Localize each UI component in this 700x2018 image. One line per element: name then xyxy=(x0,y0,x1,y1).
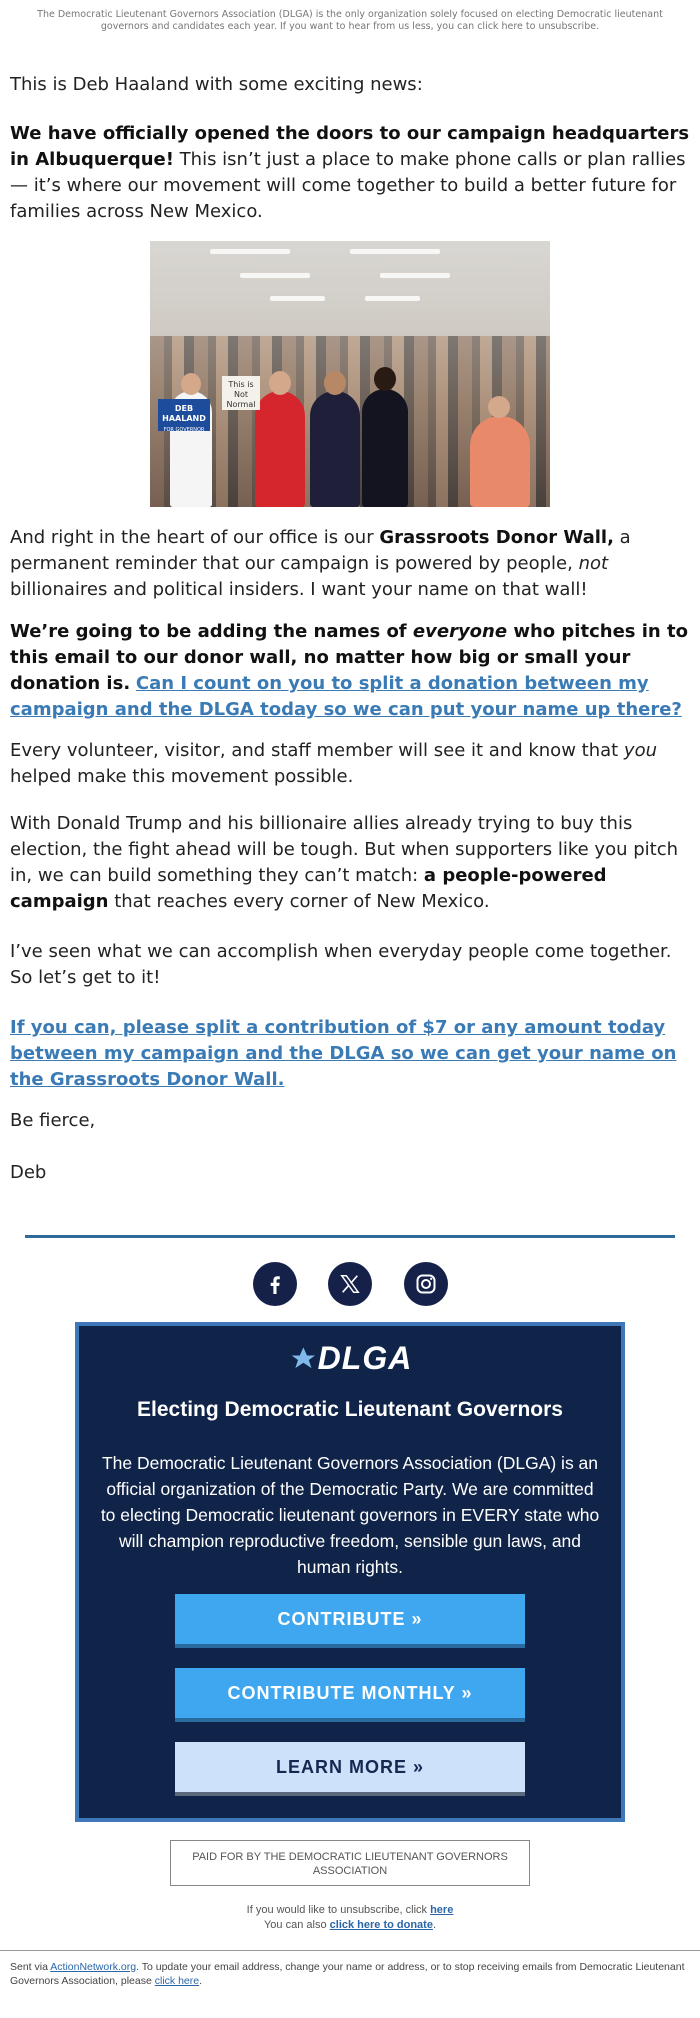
dlga-panel xyxy=(75,1322,625,1822)
headquarters-bold: We have officially opened the doors to our campaign headquarters in Albuquerque! xyxy=(10,123,690,170)
instagram-icon xyxy=(414,1272,438,1296)
facebook-icon xyxy=(263,1272,287,1296)
person xyxy=(255,391,305,507)
section-divider xyxy=(25,1235,675,1238)
paragraph-trump: With Donald Trump and his billionaire allies already trying to buy this election, the fight ahead will be tough. But when supporters like you pitch in, we can build something they can’t match: a people-powered campaign that reaches every corner of New Mexico. xyxy=(10,813,679,912)
facebook-button[interactable] xyxy=(253,1262,297,1306)
contribute-monthly-button[interactable]: CONTRIBUTE MONTHLY » xyxy=(175,1668,525,1722)
ceiling-light xyxy=(380,273,450,278)
cta-paragraph xyxy=(10,1015,690,1093)
cta-donate-link[interactable]: If you can, please split a contribution of $7 or any amount today between my campaign and the DLGA so we can get your name on the Grassroots Donor Wall. xyxy=(10,1017,677,1090)
paragraph-everyone: We’re going to be adding the names of everyone who pitches in to this email to our donor wall, no matter how big or small your donation is. Can I count on you to split a donation between my campaign and the DLGA today so we can put your name up there? xyxy=(10,621,688,720)
dlga-logo: DLGA xyxy=(79,1340,621,1377)
person-head xyxy=(488,396,510,418)
unsubscribe-link[interactable]: here xyxy=(430,1904,454,1916)
actionnetwork-link[interactable]: ActionNetwork.org xyxy=(50,1961,137,1973)
x-button[interactable] xyxy=(328,1262,372,1306)
ceiling-light xyxy=(350,249,440,254)
ceiling-light xyxy=(210,249,290,254)
ceiling-light xyxy=(270,296,325,301)
headquarters-rest: This isn’t just a place to make phone calls or plan rallies — it’s where our movement will come together to build a better future for families across New Mexico. xyxy=(10,149,686,222)
sign-not-normal: This is Not Normal xyxy=(222,376,260,410)
update-preferences-link[interactable]: click here xyxy=(154,1975,200,1987)
signature: Deb xyxy=(10,1162,47,1183)
person xyxy=(362,389,408,507)
paragraph-headquarters xyxy=(10,121,690,225)
panel-title: Electing Democratic Lieutenant Governors xyxy=(137,1398,563,1421)
ceiling-light xyxy=(240,273,310,278)
person xyxy=(310,391,360,507)
unsubscribe-block: If you would like to unsubscribe, click here You can also click here to donate. xyxy=(246,1904,454,1931)
campaign-headquarters-photo xyxy=(150,241,550,507)
person-head xyxy=(181,373,201,395)
donation-link[interactable]: Can I count on you to split a donation between my campaign and the DLGA today so we can put your name up there? xyxy=(10,673,682,720)
learn-more-button[interactable]: LEARN MORE » xyxy=(175,1742,525,1796)
footer: Sent via ActionNetwork.org. To update your email address, change your name or address, or to stop receiving emails from Democratic Lieutenant Governors Association, please click here. xyxy=(10,1961,685,1987)
paid-for-box: PAID FOR BY THE DEMOCRATIC LIEUTENANT GOVERNORS ASSOCIATION xyxy=(170,1840,530,1886)
person-head xyxy=(324,371,346,395)
paragraph-donor-wall: And right in the heart of our office is our Grassroots Donor Wall, a permanent reminder that our campaign is powered by people, not billionaires and political insiders. I want your name on that wall! xyxy=(10,527,631,600)
preheader-text: The Democratic Lieutenant Governors Association (DLGA) is the only organization solely focused on electing Democratic lieutenant governors and candidates each year. If you want to hear from us less, you can click here to unsubscribe. xyxy=(37,9,663,32)
paragraph-everyday-people: I’ve seen what we can accomplish when everyday people come together. So let’s get to it! xyxy=(10,941,672,988)
footer-divider xyxy=(0,1950,700,1951)
intro-paragraph: This is Deb Haaland with some exciting news: xyxy=(10,74,423,95)
paragraph-volunteers: Every volunteer, visitor, and staff member will see it and know that you helped make this movement possible. xyxy=(10,740,657,787)
donate-link[interactable]: click here to donate xyxy=(329,1919,433,1931)
person-head xyxy=(374,367,396,391)
dlga-star-icon xyxy=(290,1340,410,1376)
ceiling-light xyxy=(365,296,420,301)
contribute-button[interactable]: CONTRIBUTE » xyxy=(175,1594,525,1648)
person-head xyxy=(269,371,291,395)
sign-deb-haaland: DEB HAALAND FOR GOVERNOR xyxy=(158,399,210,431)
signoff: Be fierce, xyxy=(10,1110,96,1131)
x-icon xyxy=(339,1273,361,1295)
person xyxy=(470,416,530,507)
instagram-button[interactable] xyxy=(404,1262,448,1306)
panel-description: The Democratic Lieutenant Governors Association (DLGA) is an official organization of the Democratic Party. We are committed to electing Democratic lieutenant governors in EVERY state who will champion reproductive freedom, sensible gun laws, and human rights. xyxy=(100,1453,600,1577)
